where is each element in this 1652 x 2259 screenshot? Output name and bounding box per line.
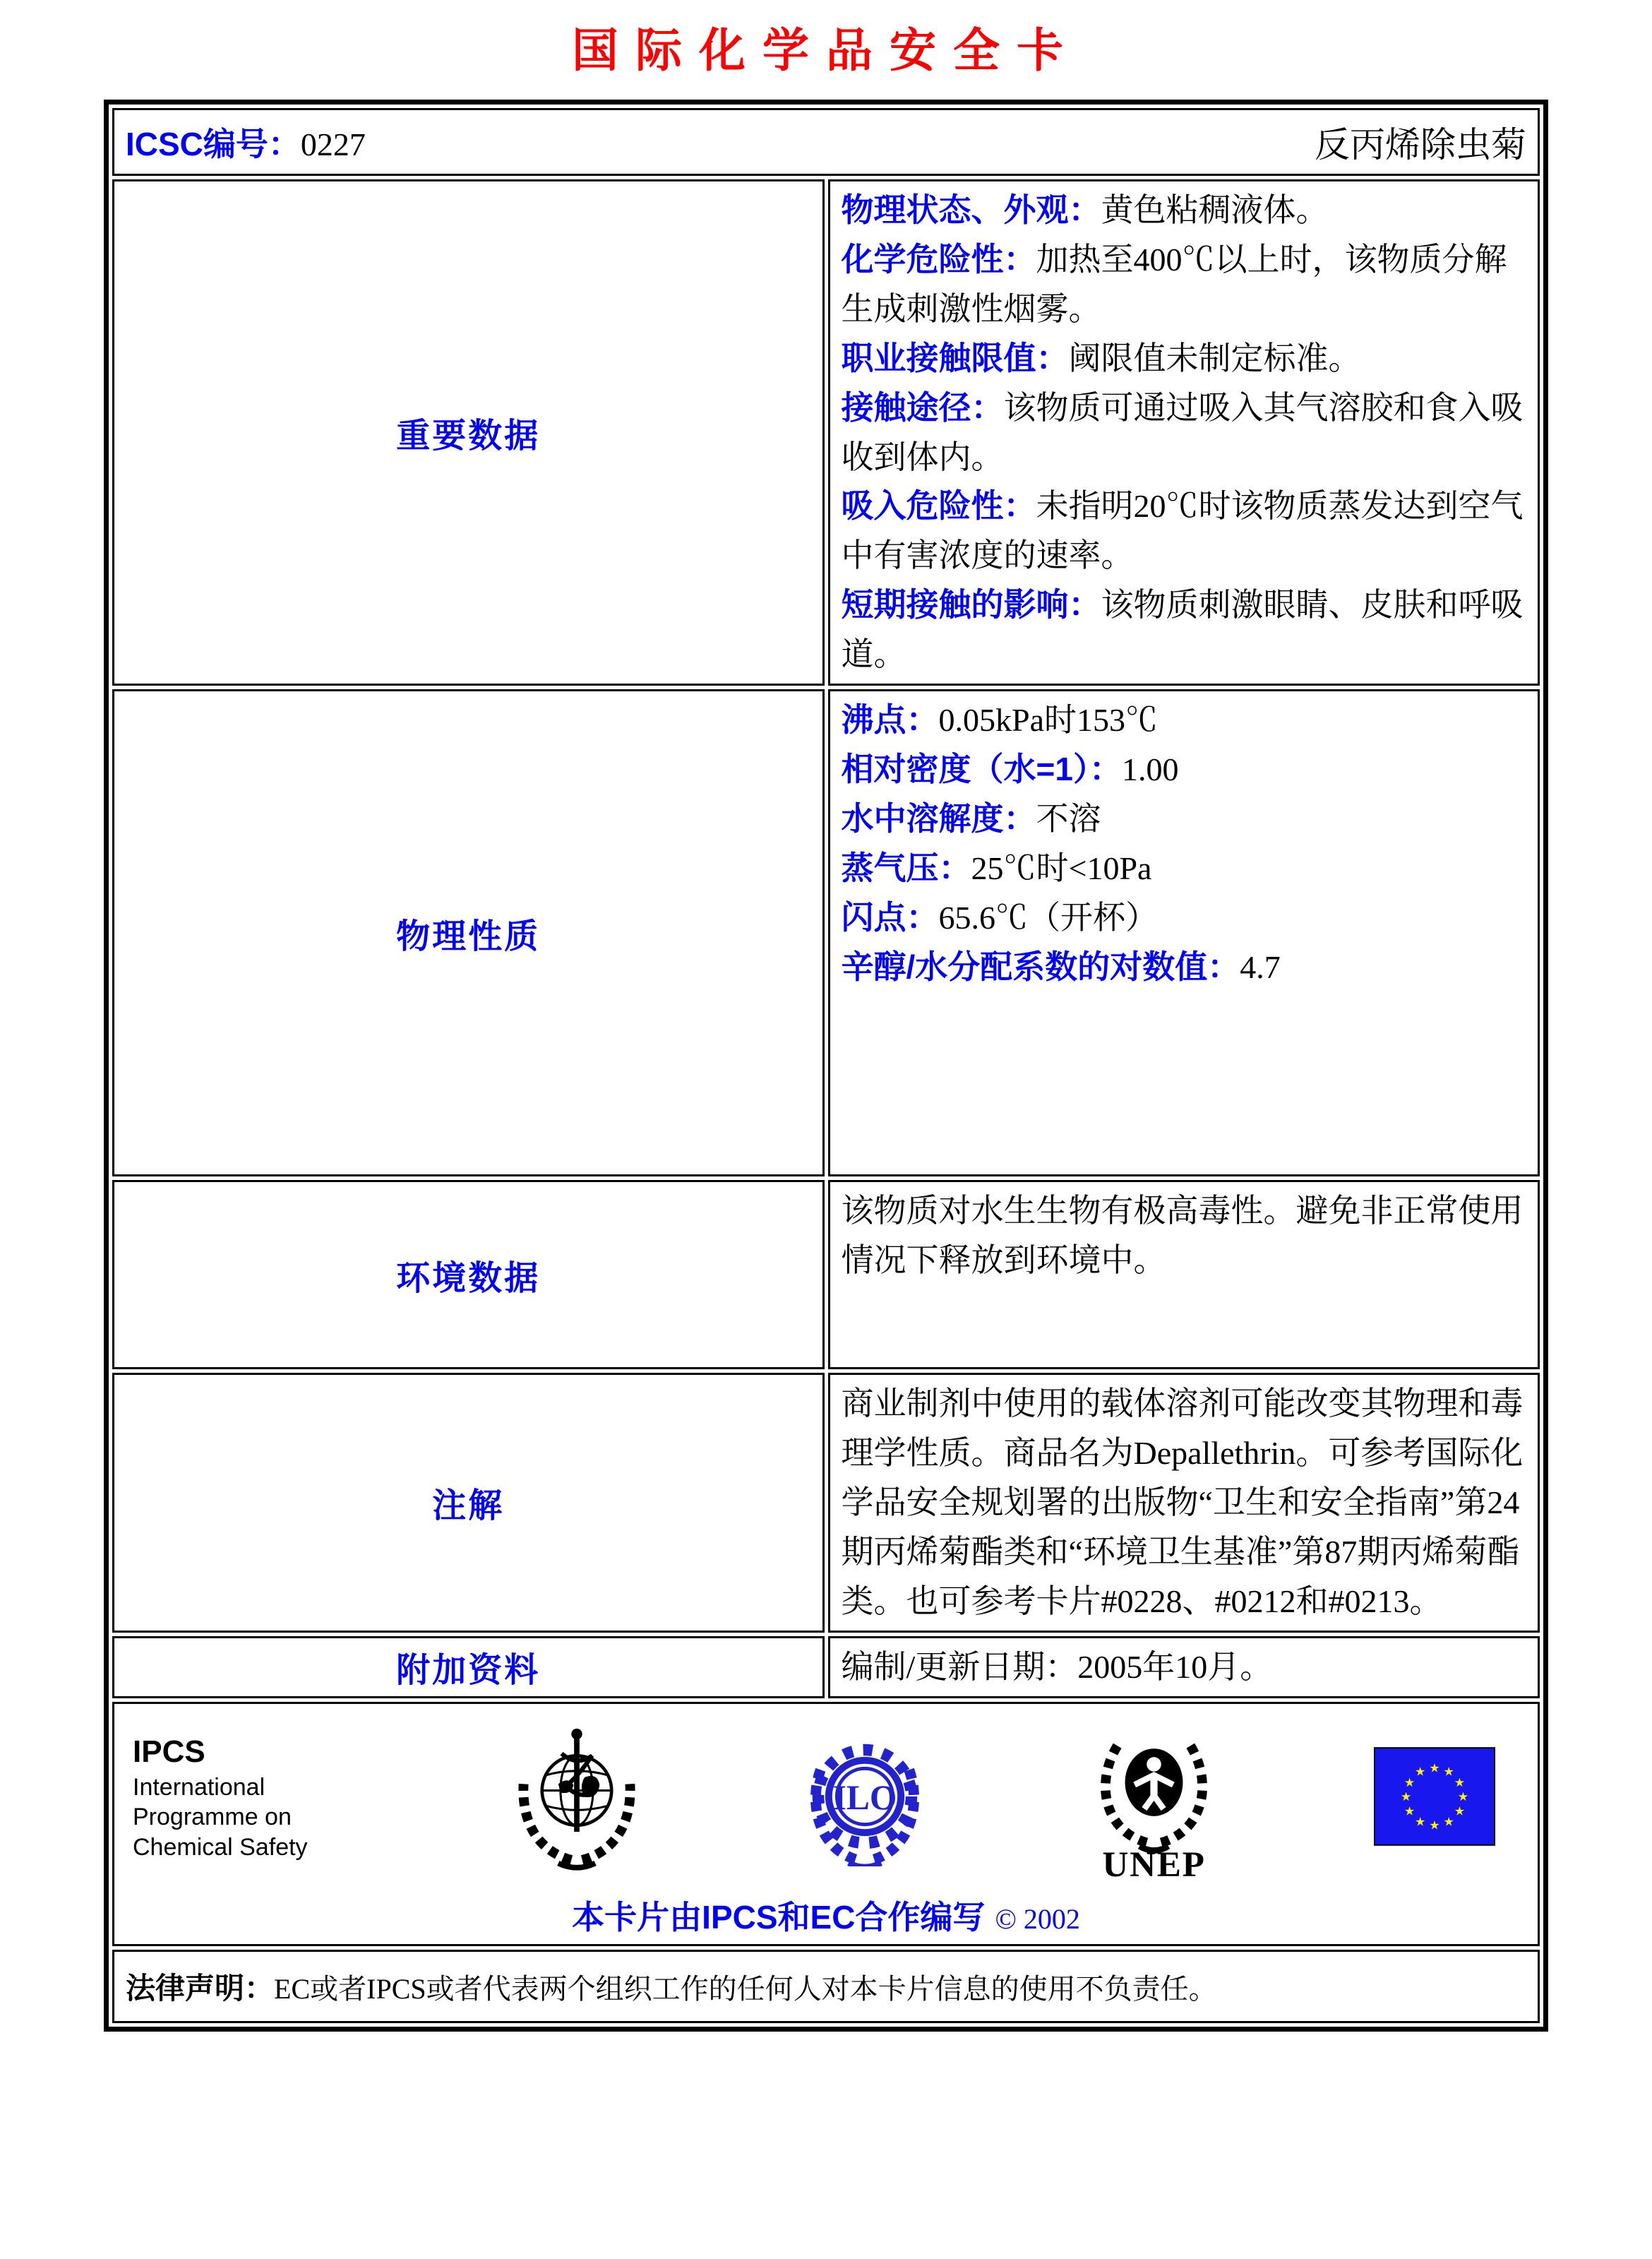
ipcs-acronym: IPCS — [133, 1734, 205, 1769]
ilo-icon — [795, 1727, 935, 1870]
property-row — [842, 186, 1527, 235]
section-content-additional-info — [828, 1636, 1540, 1698]
ipcs-line: International — [133, 1773, 265, 1801]
svg-text:★: ★ — [1400, 1790, 1412, 1805]
property-label: 辛醇/水分配系数的对数值： — [841, 948, 1240, 985]
property-label: 蒸气压： — [841, 849, 971, 886]
legal-text: EC或者IPCS或者代表两个组织工作的任何人对本卡片信息的使用不负责任。 — [274, 1972, 1217, 2005]
footer-caption — [128, 1892, 1524, 1938]
logos-row-tr — [112, 1702, 1540, 1946]
property-label: 相对密度（水=1）： — [841, 750, 1122, 787]
property-row — [842, 745, 1527, 794]
legal-label: 法律声明： — [126, 1971, 275, 2005]
section-row-environmental-data — [112, 1180, 1540, 1369]
ipcs-line: Programme on — [133, 1804, 292, 1831]
ipcs-text-block — [133, 1734, 359, 1863]
section-content-notes — [828, 1373, 1540, 1633]
svg-text:★: ★ — [1415, 1815, 1426, 1830]
page — [0, 13, 1652, 2032]
section-label-environmental-data: 环境数据 — [112, 1180, 825, 1369]
eu-flag-icon — [1374, 1747, 1495, 1849]
icsc-number-value: 0227 — [300, 126, 366, 162]
section-row-additional-info — [112, 1636, 1540, 1698]
section-label-additional-info: 附加资料 — [112, 1636, 825, 1698]
svg-text:★: ★ — [1454, 1804, 1466, 1819]
property-label: 闪点： — [841, 898, 939, 936]
section-row-notes — [112, 1373, 1540, 1633]
svg-text:★: ★ — [1429, 1761, 1440, 1776]
section-label-notes: 注解 — [112, 1373, 825, 1633]
ipcs-line: Chemical Safety — [133, 1833, 308, 1861]
svg-text:★: ★ — [1457, 1790, 1469, 1805]
unep-wordmark: UNEP — [1102, 1844, 1206, 1881]
svg-text:★: ★ — [1415, 1765, 1426, 1780]
property-row — [842, 893, 1527, 943]
svg-text:★: ★ — [1454, 1775, 1466, 1790]
property-value: 未指明20℃时该物质蒸发达到空气中有害浓度的速率。 — [841, 488, 1524, 574]
property-label: 职业接触限值： — [841, 339, 1069, 376]
who-icon — [506, 1722, 647, 1875]
property-row — [842, 844, 1527, 893]
property-value: 4.7 — [1240, 948, 1281, 985]
property-value: 1.00 — [1121, 751, 1179, 787]
property-row — [842, 794, 1527, 844]
section-content-physical-properties — [828, 689, 1540, 1176]
environmental-data-text: 该物质对水生生物有极高毒性。避免非正常使用情况下释放到环境中。 — [841, 1193, 1524, 1278]
property-row — [842, 334, 1527, 383]
section-content-environmental-data — [828, 1180, 1540, 1369]
svg-text:★: ★ — [1443, 1765, 1454, 1780]
logos-row — [128, 1712, 1524, 1885]
svg-text:★: ★ — [1443, 1815, 1454, 1830]
svg-text:★: ★ — [1429, 1818, 1440, 1833]
unep-icon — [1082, 1712, 1226, 1885]
property-label: 化学危险性： — [841, 240, 1036, 278]
icsc-number-label: ICSC编号： — [126, 126, 301, 162]
property-value: 不溶 — [1036, 800, 1101, 837]
header-row — [112, 108, 1540, 176]
property-row — [842, 943, 1527, 992]
property-label: 吸入危险性： — [841, 487, 1036, 525]
property-label: 接触途径： — [841, 388, 1004, 426]
footer-copyright: © 2002 — [995, 1902, 1080, 1935]
property-row — [842, 696, 1527, 745]
section-label-physical-properties: 物理性质 — [112, 689, 825, 1176]
chemical-name: 反丙烯除虫菊 — [1315, 125, 1526, 165]
logos-cell — [112, 1702, 1540, 1946]
ilo-monogram: ILO — [832, 1778, 897, 1818]
footer-caption-text: 本卡片由IPCS和EC合作编写 — [572, 1898, 986, 1936]
property-value: 黄色粘稠液体。 — [1101, 192, 1329, 228]
property-value: 0.05kPa时153℃ — [938, 702, 1158, 739]
property-value: 阈限值未制定标准。 — [1068, 340, 1361, 376]
property-row — [842, 482, 1527, 580]
page-title: 国际化学品安全卡 — [572, 24, 1080, 76]
legal-cell — [112, 1950, 1540, 2023]
section-content-important-data — [828, 179, 1540, 686]
property-value: 65.6℃（开杯） — [938, 899, 1158, 936]
property-row — [842, 383, 1527, 482]
property-value: 加热至400℃以上时，该物质分解生成刺激性烟雾。 — [841, 241, 1507, 327]
section-label-important-data: 重要数据 — [112, 179, 825, 686]
property-label: 沸点： — [841, 701, 939, 739]
legal-row-tr — [112, 1950, 1540, 2023]
property-value: 该物质可通过吸入其气溶胶和食入吸收到体内。 — [841, 389, 1524, 475]
property-label: 短期接触的影响： — [841, 586, 1101, 624]
icsc-number-group — [126, 119, 366, 165]
property-label: 物理状态、外观： — [841, 191, 1101, 228]
svg-text:★: ★ — [1403, 1775, 1415, 1790]
section-row-physical-properties — [112, 689, 1540, 1176]
property-row — [842, 235, 1527, 334]
property-label: 水中溶解度： — [841, 799, 1036, 837]
additional-info-text: 编制/更新日期：2005年10月。 — [841, 1648, 1273, 1685]
header-cell — [112, 108, 1540, 176]
property-value: 该物质刺激眼睛、皮肤和呼吸道。 — [841, 587, 1524, 673]
section-row-important-data — [112, 179, 1540, 686]
property-value: 25℃时<10Pa — [971, 850, 1152, 886]
notes-text: 商业制剂中使用的载体溶剂可能改变其物理和毒理学性质。商品名为Depallethrin。可参考国际化学品安全规划署的出版物“卫生和安全指南”第24期丙烯菊酯类和“环境卫生基准”第87期丙烯菊酯类。也可参考卡片#0228、#0212和#0213。 — [841, 1385, 1524, 1619]
icsc-card-table — [104, 100, 1548, 2032]
svg-text:★: ★ — [1403, 1804, 1415, 1819]
property-row — [842, 580, 1527, 679]
